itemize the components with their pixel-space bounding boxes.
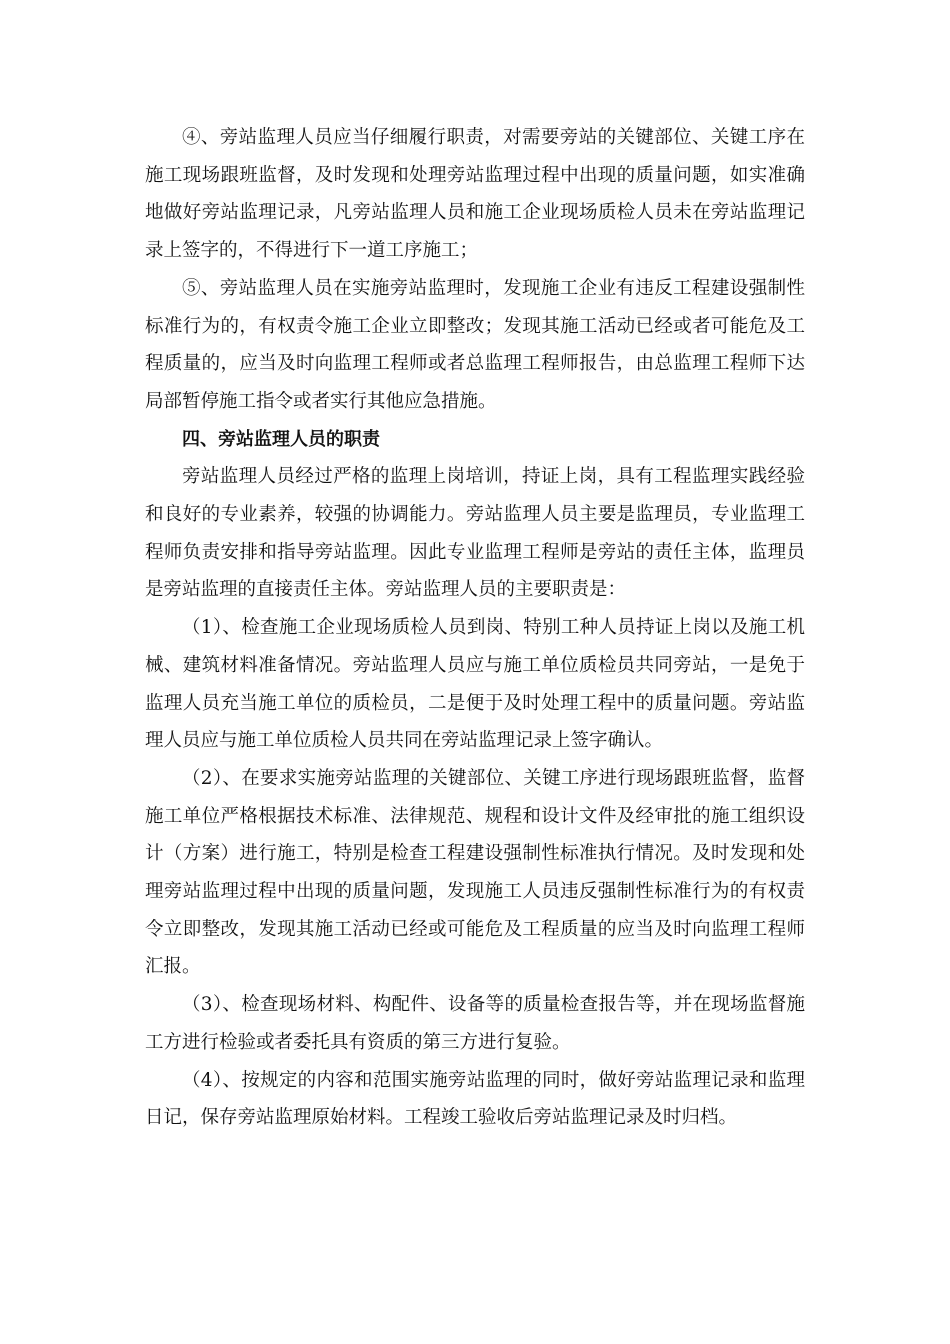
duty-paragraph-2: （2）、在要求实施旁站监理的关键部位、关键工序进行现场跟班监督，监督施工单位严格根据技术标准、法律规范、规程和设计文件及经审批的施工组织设计（方案）进行施工，特别是检查工程建设强制性标准执行情况。及时发现和处理旁站监理过程中出现的质量问题，发现施工人员违反强制性标准行为的有权责令立即整改，发现其施工活动已经或可能危及工程质量的应当及时向监理工程师汇报。 — [145, 767, 805, 978]
document-body — [145, 119, 805, 1137]
duty-paragraph-3: （3）、检查现场材料、构配件、设备等的质量检查报告等，并在现场监督施工方进行检验或者委托具有资质的第三方进行复验。 — [145, 994, 805, 1053]
paragraph-item-5: ⑤、旁站监理人员在实施旁站监理时，发现施工企业有违反工程建设强制性标准行为的，有权责令施工企业立即整改；发现其施工活动已经或者可能危及工程质量的，应当及时向监理工程师或者总监理工程师报告，由总监理工程师下达局部暂停施工指令或者实行其他应急措施。 — [145, 277, 805, 412]
section-heading: 四、旁站监理人员的职责 — [182, 428, 380, 450]
duty-paragraph-1: （1）、检查施工企业现场质检人员到岗、特别工种人员持证上岗以及施工机械、建筑材料准备情况。旁站监理人员应与施工单位质检员共同旁站，一是免于监理人员充当施工单位的质检员，二是便于及时处理工程中的质量问题。旁站监理人员应与施工单位质检人员共同在旁站监理记录上签字确认。 — [145, 617, 805, 752]
paragraph-item-4: ④、旁站监理人员应当仔细履行职责，对需要旁站的关键部位、关键工序在施工现场跟班监督，及时发现和处理旁站监理过程中出现的质量问题，如实准确地做好旁站监理记录，凡旁站监理人员和施工企业现场质检人员未在旁站监理记录上签字的，不得进行下一道工序施工； — [145, 127, 805, 262]
duty-paragraph-4: （4）、按规定的内容和范围实施旁站监理的同时，做好旁站监理记录和监理日记，保存旁站监理原始材料。工程竣工验收后旁站监理记录及时归档。 — [145, 1069, 805, 1129]
section-intro-paragraph: 旁站监理人员经过严格的监理上岗培训，持证上岗，具有工程监理实践经验和良好的专业素养，较强的协调能力。旁站监理人员主要是监理员，专业监理工程师负责安排和指导旁站监理。因此专业监理工程师是旁站的责任主体，监理员是旁站监理的直接责任主体。旁站监理人员的主要职责是： — [145, 466, 805, 601]
